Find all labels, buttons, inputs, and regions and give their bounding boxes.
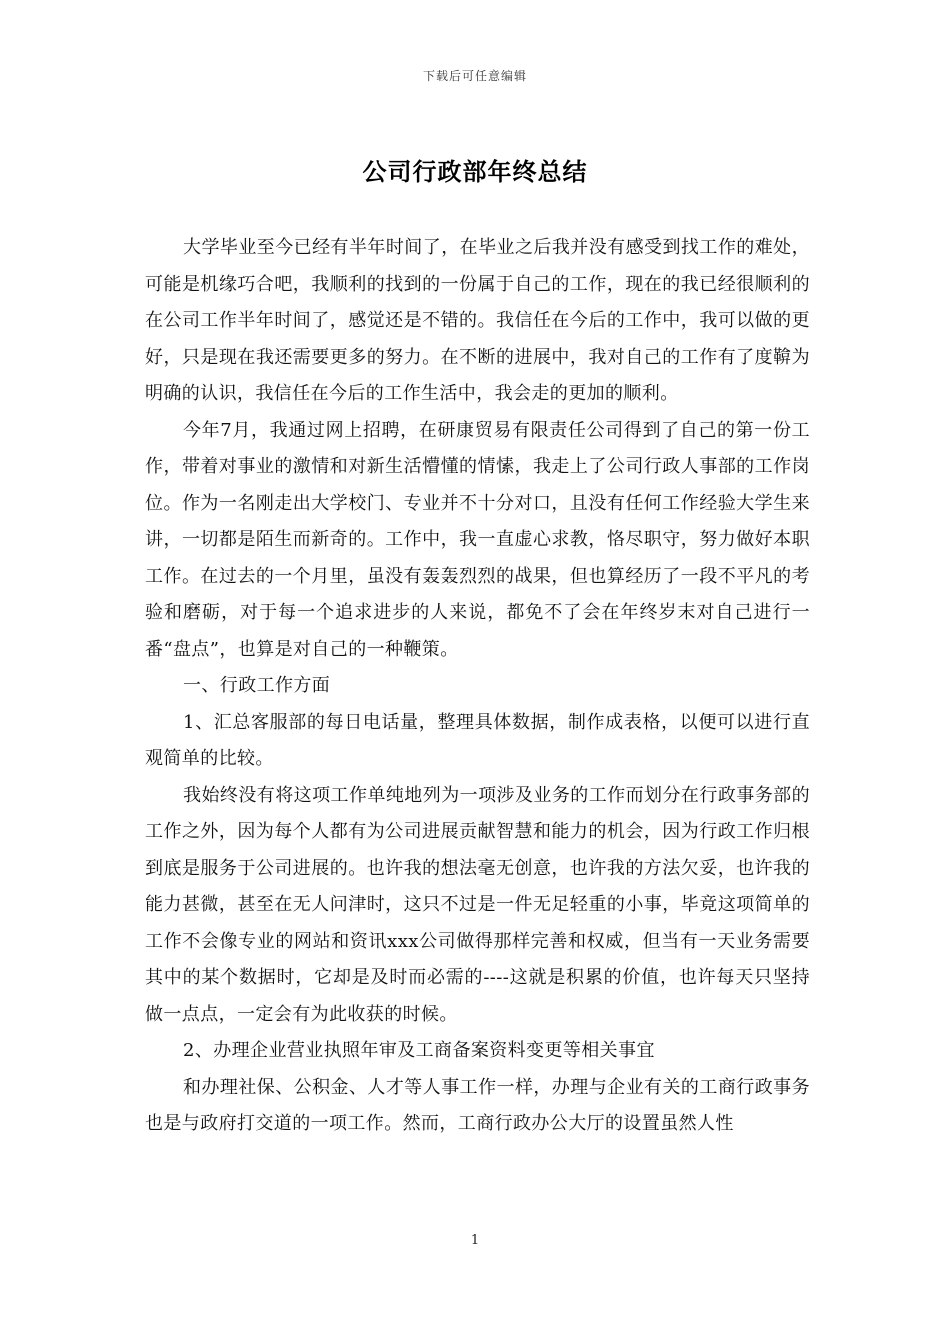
- header-note: 下载后可任意编辑: [422, 69, 527, 83]
- paragraph-3: 我始终没有将这项工作单纯地列为一项涉及业务的工作而划分在行政事务部的工作之外，因为每个人都有为公司进展贡献智慧和能力的机会，因为行政工作归根到底是服务于公司进展的。也许我的想法毫无创意，也许我的方法欠妥，也许我的能力甚微，甚至在无人问津时，这只不过是一件无足轻重的小事，毕竟这项简单的工作不会像专业的网站和资讯xxx公司做得那样完善和权威，但当有一天业务需要其中的某个数据时，它却是及时而必需的----这就是积累的价值，也许每天只坚持做一点点，一定会有为此收获的时候。: [145, 784, 810, 1025]
- paragraph-1: 大学毕业至今已经有半年时间了，在毕业之后我并没有感受到找工作的难处，可能是机缘巧合吧，我顺利的找到的一份属于自己的工作，现在的我已经很顺利的在公司工作半年时间了，感觉还是不错的。我信任在今后的工作中，我可以做的更好，只是现在我还需要更多的努力。在不断的进展中，我对自己的工作有了度鞥为明确的认识，我信任在今后的工作生活中，我会走的更加的顺利。: [145, 237, 810, 404]
- paragraph-2: 今年7月，我通过网上招聘，在研康贸易有限责任公司得到了自己的第一份工作，带着对事业的激情和对新生活懵懂的情愫，我走上了公司行政人事部的工作岗位。作为一名刚走出大学校门、专业并不十分对口，且没有任何工作经验大学生来讲，一切都是陌生而新奇的。工作中，我一直虚心求教，恪尽职守，努力做好本职工作。在过去的一个月里，虽没有轰轰烈烈的战果，但也算经历了一段不平凡的考验和磨砺，对于每一个追求进步的人来说，都免不了会在年终岁末对自己进行一番“盘点”，也算是对自己的一种鞭策。: [145, 419, 810, 660]
- page-number: 1: [470, 1233, 480, 1248]
- paragraph-4: 和办理社保、公积金、人才等人事工作一样，办理与企业有关的工商行政事务也是与政府打交道的一项工作。然而，工商行政办公大厅的设置虽然人性: [145, 1076, 810, 1134]
- document-title: 公司行政部年终总结: [362, 158, 588, 186]
- list-item-1: 1、汇总客服部的每日电话量，整理具体数据，制作成表格，以便可以进行直观简单的比较。: [145, 711, 810, 769]
- document-body: [145, 230, 810, 1143]
- list-item-2: 2、办理企业营业执照年审及工商备案资料变更等相关事宜: [183, 1040, 655, 1061]
- section-heading-1: 一、行政工作方面: [183, 675, 331, 696]
